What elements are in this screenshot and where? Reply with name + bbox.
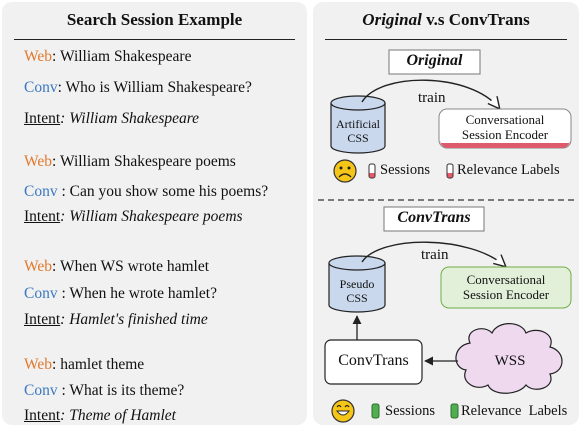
conv-query-line: Conv : When he wrote hamlet? [24,285,217,302]
sessions-legend-icon-full [372,404,379,418]
web-query-line: Web: hamlet theme [24,356,145,373]
conv-label: Conv [24,285,58,302]
conv-query-text: When he wrote hamlet? [69,285,217,302]
conv-label: Conv [24,382,58,399]
intent-label: Intent [24,208,61,225]
web-query-line: Web: William Shakespeare poems [24,153,236,170]
intent-label: Intent [24,110,61,127]
intent-text: William Shakespeare [69,110,200,127]
web-query-text: William Shakespeare poems [59,153,236,170]
intent-line: Intent: Theme of Hamlet [24,407,176,424]
conv-query-text: What is its theme? [69,382,185,399]
web-query-line: Web: William Shakespeare [24,48,192,65]
web-label: Web [24,356,53,373]
encoder-label: Conversational Session Encoder [462,272,550,302]
intent-text: Theme of Hamlet [69,407,176,424]
conv-label: Conv [24,79,58,96]
web-query-text: hamlet theme [60,356,145,373]
train-label: train [421,247,449,263]
sessions-legend-label: Sessions [385,403,435,419]
conv-query-line: Conv : Can you show some his poems? [24,183,269,200]
convtrans-converter-label: ConvTrans [338,352,409,369]
conv-query-text: Can you show some his poems? [69,183,269,200]
web-query-line: Web: When WS wrote hamlet [24,258,210,275]
conv-query-line: Conv: Who is William Shakespeare? [24,79,252,96]
encoder-label: Conversational Session Encoder [461,112,549,142]
relevance-legend-icon-empty [447,164,453,178]
wss-label: WSS [494,353,526,369]
right-panel-title: Original v.s ConvTrans [362,10,530,29]
intent-label: Intent [24,311,61,328]
intent-line: Intent: William Shakespeare [24,110,200,127]
train-label: train [418,90,446,106]
conv-label: Conv [24,183,58,200]
pseudo-css-label: Pseudo CSS [339,277,375,305]
relevance-legend-icon-full [451,404,458,418]
conv-query-text: Who is William Shakespeare? [65,79,252,96]
intent-line: Intent: Hamlet's finished time [24,311,208,328]
intent-text: Hamlet's finished time [69,311,208,328]
relevance-legend-label: Relevance Labels [457,162,560,178]
original-label: Original [406,52,463,69]
left-panel-title: Search Session Example [66,10,243,29]
web-label: Web [24,258,53,275]
web-label: Web [24,48,53,65]
convtrans-label: ConvTrans [397,209,471,226]
artificial-css-label: Artificial CSS [336,117,380,145]
intent-line: Intent: William Shakespeare poems [24,208,243,225]
web-label: Web [24,153,53,170]
relevance-legend-label: Relevance Labels [461,403,568,419]
web-query-text: When WS wrote hamlet [59,258,210,275]
sad-face-icon [334,160,356,182]
sessions-legend-label: Sessions [380,162,430,178]
happy-face-icon [332,400,354,422]
web-query-text: William Shakespeare [59,48,192,65]
intent-label: Intent [24,407,61,424]
intent-text: William Shakespeare poems [69,208,243,225]
conv-query-line: Conv : What is its theme? [24,382,185,399]
sessions-legend-icon-empty [369,164,375,178]
